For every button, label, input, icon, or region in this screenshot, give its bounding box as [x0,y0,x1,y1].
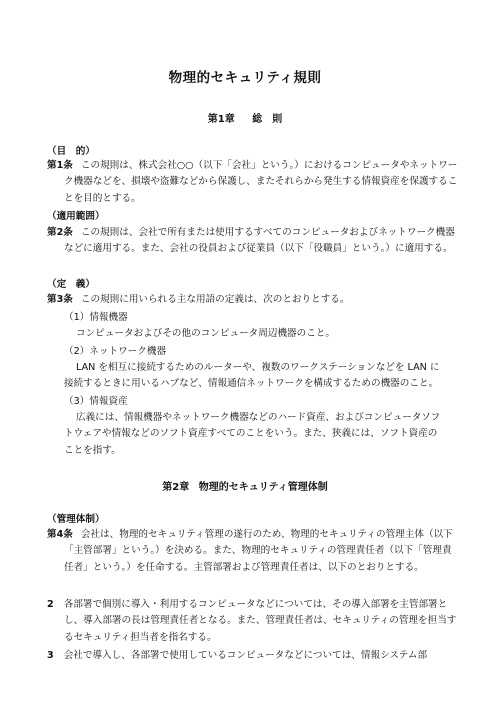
article-2-number: 第2条 [47,227,73,238]
definition-2-label: （2）ネットワーク機器 [64,346,167,357]
article-4-number: 第4条 [47,529,73,540]
article-4 [47,527,460,576]
article-4-paragraph-3 [47,648,460,664]
paragraph-2-text: 各部署で個別に導入・利用するコンピュータなどについては、その導入部署を主管部署とし、導入部署の長は管理責任者となる。また、管理責任者は、セキュリティの管理を担当するセキュリティ担当者を指名する。 [63,599,457,643]
chapter-2-label: 第2章 [162,482,190,493]
paragraph-3-text: 会社で導入し、各部署で使用しているコンピュータなどについては、情報システム部 [63,650,428,661]
chapter-2-name: 物理的セキュリティ管理体制 [198,482,328,493]
chapter-1-name: 総 則 [252,114,283,125]
paragraph-2-number: 2 [47,599,54,610]
chapter-2-heading [0,478,490,493]
article-1-heading: （目 的） [47,146,95,157]
article-1 [47,158,460,207]
article-2 [47,225,460,258]
definition-2-body: LAN を相互に接続するためのルーターや、複数のワークステーションなどを LAN に接続するときに用いるハブなど、情報通信ネットワークを構成するための機器のこと。 [64,362,440,390]
definition-1-body: コンピュータおよびその他のコンピュータ周辺機器のこと。 [76,328,336,339]
definition-3-label: （3）情報資産 [64,396,128,407]
article-3 [47,292,460,308]
definition-3-body: 広義には、情報機器やネットワーク機器などのハード資産、およびコンピュータソフトウェアや情報などのソフト資産すべてのことをいう。また、狭義には、ソフト資産のことを指す。 [64,412,441,456]
article-3-heading: （定 義） [47,279,95,290]
article-3-number: 第3条 [47,294,73,305]
paragraph-3-number: 3 [47,650,54,661]
chapter-1-label: 第1章 [207,114,235,125]
document-title: 物理的セキュリティ規則 [168,70,322,86]
article-4-text: 会社は、物理的セキュリティ管理の遂行のため、物理的セキュリティの管理主体（以下「主管部署」という。）を決める。また、物理的セキュリティの管理責任者（以下「管理責任者」という。）を任命する。主管部署および管理責任者は、以下のとおりとする。 [64,529,453,573]
article-4-heading: （管理体制） [47,514,105,525]
chapter-1-heading [0,110,490,125]
article-1-number: 第1条 [47,160,73,171]
article-2-text: この規則は、会社で所有または使用するすべてのコンピュータおよびネットワーク機器などに適用する。また、会社の役員および従業員（以下「役職員」という。）に適用する。 [64,227,455,255]
article-1-text: この規則は、株式会社○○（以下「会社」という。）におけるコンピュータやネットワーク機器などを、損壊や盗難などから保護し、またそれらから発生する情報資産を保護することを目的とする。 [64,160,458,204]
definition-1-label: （1）情報機器 [64,312,128,323]
article-2-heading: （適用範囲） [47,211,105,222]
article-3-text: この規則に用いられる主な用語の定義は、次のとおりとする。 [80,294,350,305]
article-4-paragraph-2 [47,597,460,646]
